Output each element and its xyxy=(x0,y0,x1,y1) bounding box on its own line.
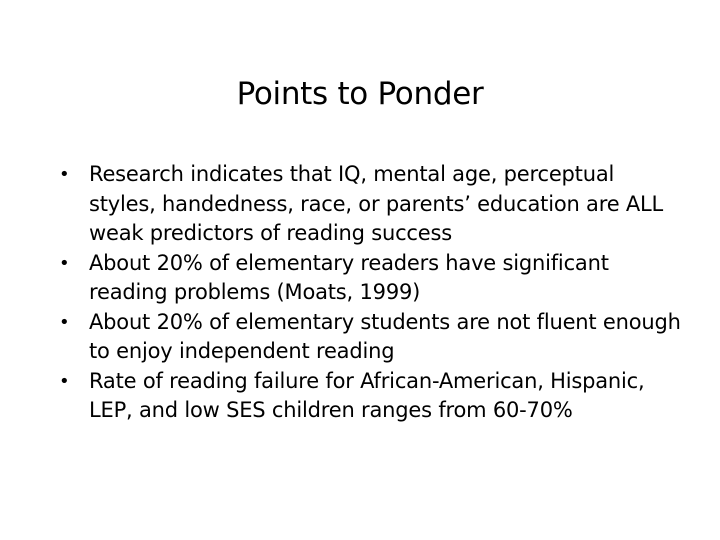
bullet-list xyxy=(55,160,685,426)
bullet-item xyxy=(55,160,685,249)
bullet-text: About 20% of elementary readers have significant reading problems (Moats, 1999) xyxy=(89,250,609,304)
bullet-dot-icon: • xyxy=(59,164,70,185)
bullet-item xyxy=(55,249,685,308)
bullet-text: Research indicates that IQ, mental age, perceptual styles, handedness, race, or parents’ education are ALL weak predictors of reading success xyxy=(89,162,664,245)
slide-title: Points to Ponder xyxy=(236,76,484,112)
bullet-text: Rate of reading failure for African-American, Hispanic, LEP, and low SES children ranges from 60-70% xyxy=(89,368,645,422)
bullet-dot-icon: • xyxy=(59,370,70,392)
bullet-item xyxy=(55,308,685,367)
bullet-text: About 20% of elementary students are not fluent enough to enjoy independent reading xyxy=(89,309,681,363)
bullet-dot-icon: • xyxy=(59,311,70,333)
bullet-item xyxy=(55,367,685,426)
bullet-dot-icon: • xyxy=(59,252,70,274)
